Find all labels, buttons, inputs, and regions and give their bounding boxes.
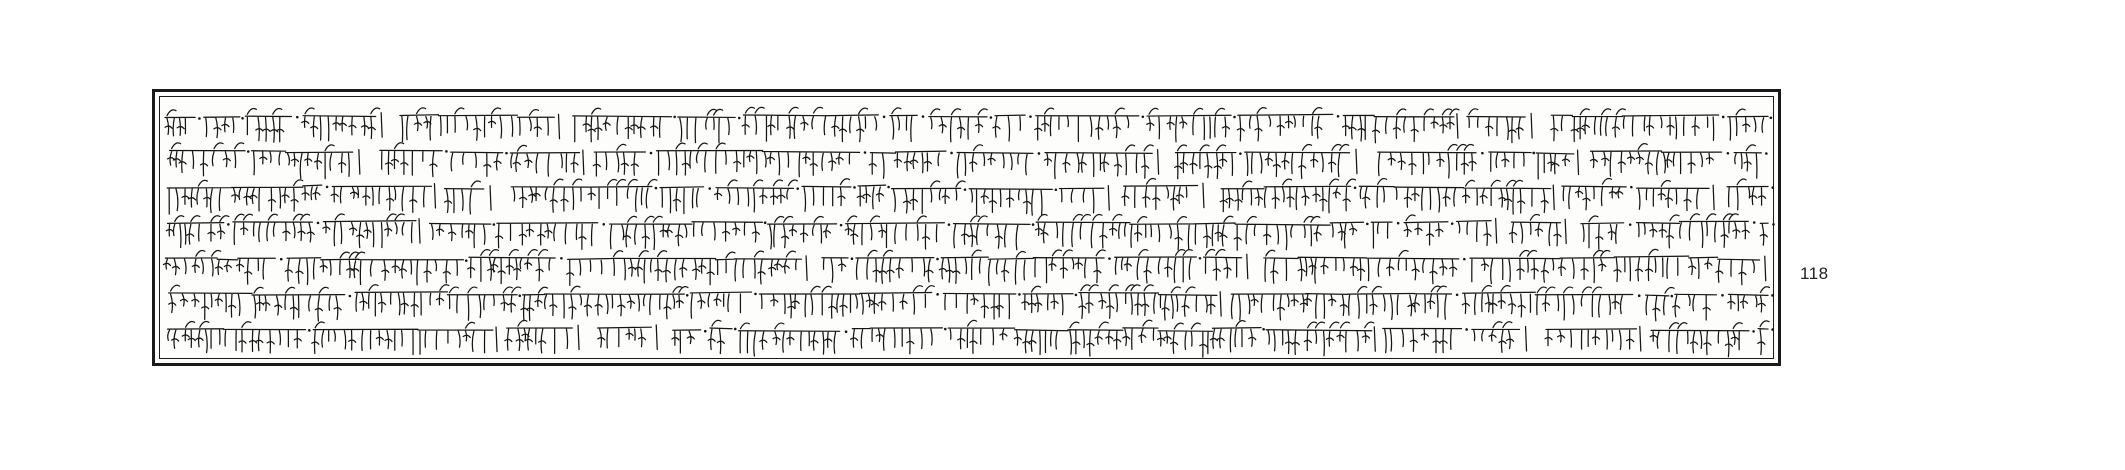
folio-number: 118: [1800, 264, 1829, 283]
script-strokes: [165, 107, 1768, 143]
tsheg-dot: [708, 187, 711, 190]
tsheg-dot: [673, 116, 676, 119]
text-line: [167, 178, 1774, 215]
tsheg-dot: [1032, 223, 1035, 226]
tsheg-dot: [655, 187, 658, 190]
script-strokes: [168, 320, 1769, 357]
tsheg-dot: [1771, 294, 1774, 297]
tsheg-dot: [1456, 293, 1459, 296]
tsheg-dot: [754, 293, 757, 296]
tsheg-dot: [887, 186, 890, 189]
tsheg-dot: [1721, 294, 1724, 297]
tsheg-dot: [764, 221, 767, 224]
tsheg-dot: [1670, 295, 1673, 298]
tsheg-dot: [1770, 116, 1773, 119]
tsheg-dot: [505, 152, 508, 155]
folio-frame: [152, 89, 1781, 366]
tsheg-dot: [602, 223, 605, 226]
tsheg-dot: [1075, 294, 1078, 297]
tsheg-dot: [1481, 152, 1484, 155]
tsheg-dot: [1771, 328, 1774, 331]
tsheg-dot: [1463, 258, 1466, 261]
tsheg-dot: [948, 223, 951, 226]
tsheg-dot: [796, 187, 799, 190]
tsheg-dot: [1354, 187, 1357, 190]
tsheg-dot: [280, 258, 283, 261]
tsheg-dot: [1233, 116, 1236, 119]
tsheg-dot: [853, 186, 856, 189]
text-line: [165, 107, 1772, 143]
tsheg-dot: [445, 150, 448, 153]
tsheg-dot: [241, 117, 244, 120]
tsheg-dot: [1337, 115, 1340, 118]
tsheg-dot: [465, 259, 468, 262]
text-line: [168, 320, 1774, 357]
script-strokes: [167, 178, 1768, 215]
tsheg-dot: [1239, 152, 1242, 155]
tsheg-dot: [922, 115, 925, 118]
tsheg-dot: [1772, 223, 1775, 226]
tsheg-dot: [950, 152, 953, 155]
text-line: [169, 285, 1774, 321]
script-strokes: [168, 143, 1762, 179]
tsheg-dot: [1752, 330, 1755, 333]
text-line: [163, 249, 1765, 285]
tsheg-dot: [1629, 223, 1632, 226]
tsheg-dot: [1630, 186, 1633, 189]
tsheg-dot: [1142, 115, 1145, 118]
tsheg-dot: [738, 117, 741, 120]
tsheg-dot: [1108, 257, 1111, 260]
tsheg-dot: [1397, 222, 1400, 225]
script-strokes: [169, 285, 1770, 321]
tsheg-dot: [1638, 294, 1641, 297]
tsheg-dot: [227, 223, 230, 226]
tsheg-dot: [317, 222, 320, 225]
tsheg-dot: [1451, 222, 1454, 225]
tsheg-dot: [686, 294, 689, 297]
tsheg-dot: [936, 293, 939, 296]
tsheg-dot: [1038, 152, 1041, 155]
tsheg-dot: [1727, 152, 1730, 155]
script-strokes: [166, 214, 1768, 250]
tsheg-dot: [990, 116, 993, 119]
tsheg-dot: [1771, 186, 1774, 189]
tsheg-dot: [936, 258, 939, 261]
tsheg-dot: [296, 116, 299, 119]
tsheg-dot: [883, 115, 886, 118]
tsheg-dot: [308, 329, 311, 332]
tsheg-dot: [1532, 152, 1535, 155]
text-line: [166, 214, 1774, 250]
tsheg-dot: [326, 186, 329, 189]
tsheg-dot: [1262, 328, 1265, 331]
tsheg-dot: [1465, 328, 1468, 331]
tsheg-dot: [493, 223, 496, 226]
tsheg-dot: [560, 257, 563, 260]
tsheg-dot: [840, 224, 843, 227]
tsheg-dot: [845, 330, 848, 333]
tsheg-dot: [1029, 115, 1032, 118]
text-line: [168, 143, 1768, 179]
tsheg-dot: [851, 257, 854, 260]
script-strokes: [163, 249, 1765, 285]
tsheg-dot: [1055, 188, 1058, 191]
tsheg-dot: [1018, 293, 1021, 296]
tsheg-dot: [1366, 223, 1369, 226]
tsheg-dot: [1199, 257, 1202, 260]
tsheg-dot: [650, 152, 653, 155]
tsheg-dot: [349, 295, 352, 298]
tsheg-dot: [734, 328, 737, 331]
folio-text-lines: [155, 92, 1778, 363]
tsheg-dot: [1753, 221, 1756, 224]
tsheg-dot: [864, 151, 867, 154]
tsheg-dot: [964, 188, 967, 191]
tsheg-dot: [1765, 152, 1768, 155]
tsheg-dot: [944, 328, 947, 331]
tsheg-dot: [198, 117, 201, 120]
tsheg-dot: [1722, 116, 1725, 119]
tsheg-dot: [247, 150, 250, 153]
tsheg-dot: [704, 330, 707, 333]
tsheg-dot: [518, 294, 521, 297]
